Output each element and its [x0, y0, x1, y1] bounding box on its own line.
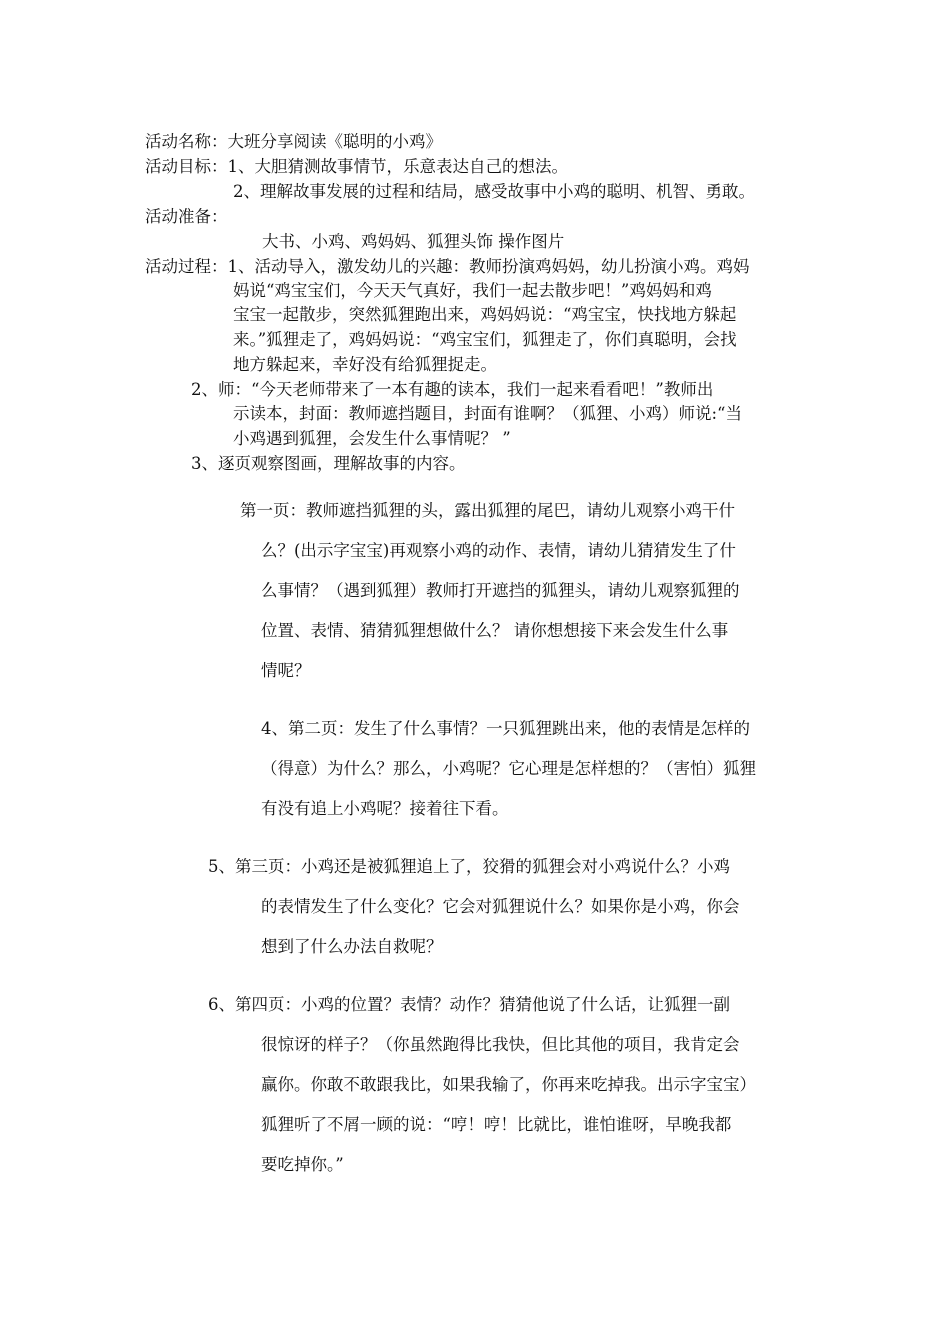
process-line: 妈说“鸡宝宝们，今天天气真好，我们一起去散步吧！”鸡妈妈和鸡	[233, 281, 712, 300]
page1-line: 位置、表情、猜猜狐狸想做什么？ 请你想想接下来会发生什么事	[261, 621, 729, 640]
page4-line: 狐狸听了不屑一顾的说：“哼！哼！比就比，谁怕谁呀，早晚我都	[261, 1115, 732, 1134]
page4-line: 要吃掉你。”	[261, 1155, 344, 1174]
process-line: 活动过程：1、活动导入，激发幼儿的兴趣：教师扮演鸡妈妈，幼儿扮演小鸡。鸡妈	[145, 257, 750, 276]
page4-line: 很惊讶的样子？（你虽然跑得比我快，但比其他的项目，我肯定会	[261, 1035, 740, 1054]
activity-goal-1: 活动目标：1、大胆猜测故事情节，乐意表达自己的想法。	[145, 157, 568, 176]
activity-goal-2: 2、理解故事发展的过程和结局，感受故事中小鸡的聪明、机智、勇敢。	[233, 182, 755, 201]
page1-line: 第一页：教师遮挡狐狸的头，露出狐狸的尾巴，请幼儿观察小鸡干什	[240, 501, 735, 520]
page1-line: 么事情？（遇到狐狸）教师打开遮挡的狐狸头，请幼儿观察狐狸的	[261, 581, 740, 600]
step2-line: 示读本，封面：教师遮挡题目，封面有谁啊？（狐狸、小鸡）师说:“当	[233, 404, 742, 423]
step3-line: 3、逐页观察图画，理解故事的内容。	[191, 454, 466, 473]
page1-line: 么？(出示字宝宝)再观察小鸡的动作、表情，请幼儿猜猜发生了什	[261, 541, 736, 560]
page4-line: 赢你。你敢不敢跟我比，如果我输了，你再来吃掉我。出示字宝宝）	[261, 1075, 756, 1094]
page1-line: 情呢？	[261, 661, 311, 680]
page2-line: 有没有追上小鸡呢？接着往下看。	[261, 799, 509, 818]
page2-line: （得意）为什么？那么，小鸡呢？它心理是怎样想的？（害怕）狐狸	[261, 759, 756, 778]
activity-name: 活动名称：大班分享阅读《聪明的小鸡》	[145, 132, 442, 151]
page4-line: 6、第四页：小鸡的位置？表情？动作？猜猜他说了什么话，让狐狸一副	[208, 995, 730, 1014]
activity-prep-label: 活动准备：	[145, 207, 228, 226]
page2-line: 4、第二页：发生了什么事情？一只狐狸跳出来，他的表情是怎样的	[261, 719, 750, 738]
page3-line: 想到了什么办法自救呢？	[261, 937, 443, 956]
process-line: 地方躲起来，幸好没有给狐狸捉走。	[233, 355, 497, 374]
step2-line: 小鸡遇到狐狸，会发生什么事情呢？ ”	[233, 429, 511, 448]
step2-line: 2、师：“今天老师带来了一本有趣的读本，我们一起来看看吧！”教师出	[191, 380, 714, 399]
page3-line: 5、第三页：小鸡还是被狐狸追上了，狡猾的狐狸会对小鸡说什么？小鸡	[208, 857, 730, 876]
process-line: 来。”狐狸走了，鸡妈妈说：“鸡宝宝们，狐狸走了，你们真聪明，会找	[233, 330, 737, 349]
activity-prep-items: 大书、小鸡、鸡妈妈、狐狸头饰 操作图片	[262, 232, 565, 251]
page3-line: 的表情发生了什么变化？它会对狐狸说什么？如果你是小鸡，你会	[261, 897, 740, 916]
process-line: 宝宝一起散步，突然狐狸跑出来，鸡妈妈说：“鸡宝宝，快找地方躲起	[233, 305, 737, 324]
